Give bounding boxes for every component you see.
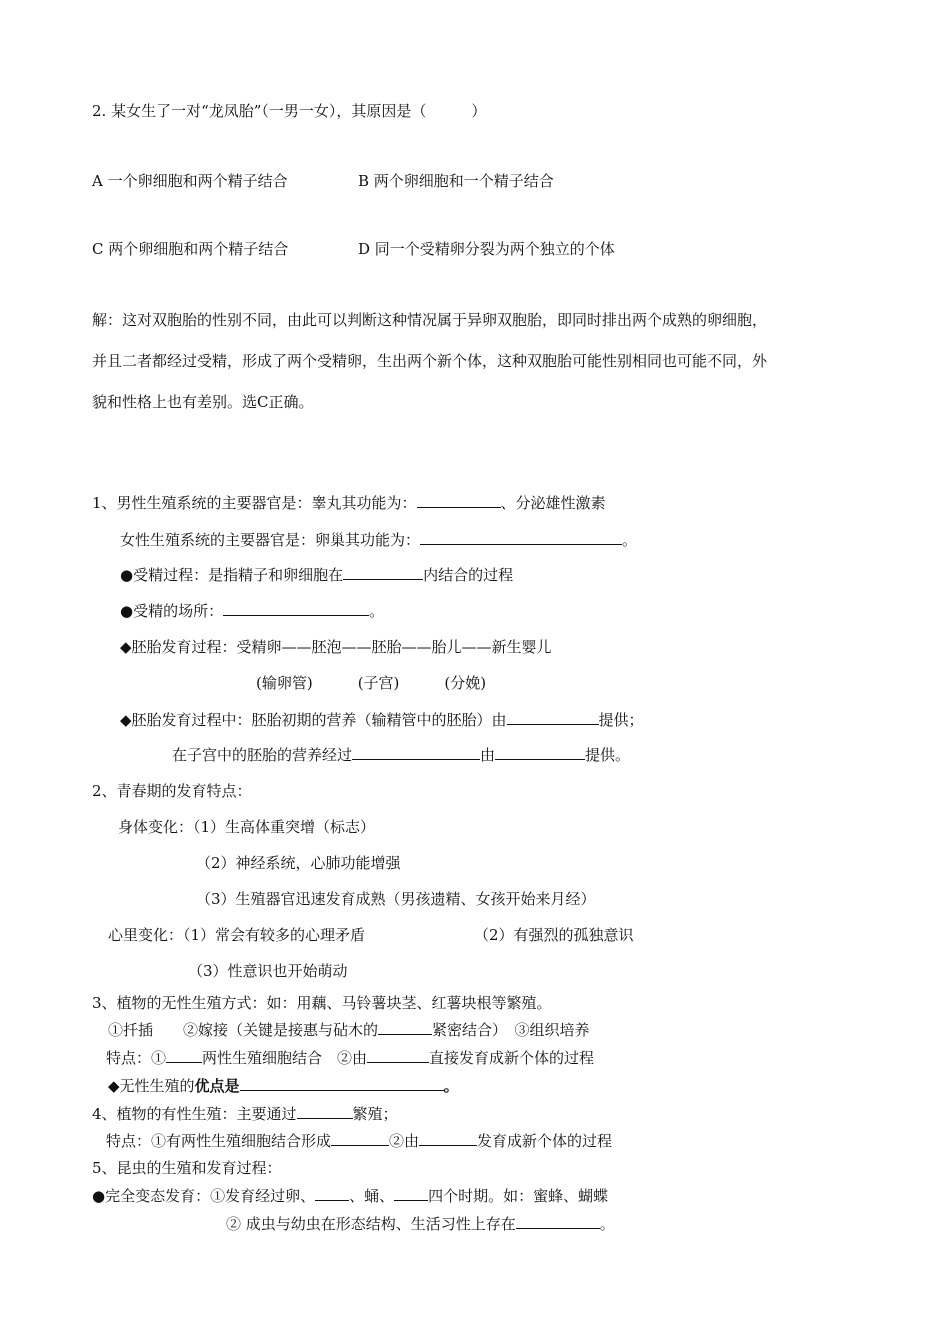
question-stem: 2. 某女生了一对“龙凤胎”（一男一女），其原因是（ ） — [92, 102, 487, 120]
notes-line-6: (输卵管) (子宫) (分娩) — [256, 674, 487, 692]
fill-blank[interactable] — [367, 1048, 429, 1063]
notes-line-21: 5、昆虫的生殖和发育过程： — [92, 1159, 282, 1177]
text: 女性生殖系统的主要器官是：卵巢其功能为： — [120, 531, 421, 549]
option-c: C 两个卵细胞和两个精子结合 — [92, 240, 289, 258]
fill-blank[interactable] — [507, 710, 599, 725]
notes-line-5: ◆胚胎发育过程：受精卵——胚泡——胚胎——胎儿——新生婴儿 — [120, 638, 552, 656]
notes-line-8 — [172, 745, 630, 765]
fill-blank[interactable] — [417, 493, 501, 508]
notes-line-12: （3）生殖器官迅速发育成熟（男孩遗精、女孩开始来月经） — [196, 890, 596, 908]
notes-line-23 — [226, 1214, 615, 1234]
fill-blank[interactable] — [223, 601, 369, 616]
text: 在子宫中的胚胎的营养经过 — [172, 746, 353, 764]
text: 特点：① — [106, 1049, 167, 1067]
notes-line-1 — [92, 493, 606, 513]
option-d: D 同一个受精卵分裂为两个独立的个体 — [358, 240, 615, 258]
text: 4、植物的有性生殖：主要通过 — [92, 1105, 297, 1123]
notes-line-16 — [108, 1020, 590, 1040]
text: 由 — [480, 746, 496, 764]
text: 内结合的过程 — [423, 566, 514, 584]
text: ② 成虫与幼虫在形态结构、生活习性上存在 — [226, 1215, 516, 1233]
advantage-label: 优点是 — [194, 1077, 240, 1095]
fill-blank[interactable] — [297, 1104, 353, 1119]
notes-line-18 — [108, 1076, 459, 1096]
text: 提供； — [598, 711, 644, 729]
text: 。 — [622, 531, 638, 549]
text: 。 — [369, 602, 385, 620]
text: ②由 — [389, 1132, 420, 1150]
fill-blank[interactable] — [394, 1186, 428, 1201]
notes-line-19 — [92, 1104, 398, 1124]
fill-blank[interactable] — [343, 565, 423, 580]
notes-line-20 — [106, 1131, 612, 1151]
notes-line-2 — [120, 530, 637, 550]
notes-line-10: 身体变化：（1）生高体重突增（标志） — [118, 818, 376, 836]
fill-blank[interactable] — [420, 530, 622, 545]
fill-blank[interactable] — [378, 1020, 432, 1035]
notes-line-15: 3、植物的无性生殖方式：如：用藕、马铃薯块茎、红薯块根等繁殖。 — [92, 994, 552, 1012]
text: 两性生殖细胞结合 ②由 — [202, 1049, 368, 1067]
notes-line-4 — [120, 601, 384, 621]
text: ◆胚胎发育过程中：胚胎初期的营养（输精管中的胚胎）由 — [120, 711, 507, 729]
answer-line-3: 貌和性格上也有差别。选C正确。 — [92, 393, 314, 411]
text: 。 — [599, 1215, 615, 1233]
notes-line-11: （2）神经系统，心肺功能增强 — [196, 854, 401, 872]
text: 提供。 — [585, 746, 631, 764]
notes-line-9: 2、青春期的发育特点： — [92, 782, 252, 800]
text: ①扦插 ②嫁接（关键是接惠与砧木的 — [108, 1021, 379, 1039]
notes-line-13a: 心里变化：（1）常会有较多的心理矛盾 — [108, 926, 366, 944]
text: ●受精过程：是指精子和卵细胞在 — [120, 566, 344, 584]
text: 发育成新个体的过程 — [477, 1132, 613, 1150]
option-b: B 两个卵细胞和一个精子结合 — [358, 172, 554, 190]
option-a: A 一个卵细胞和两个精子结合 — [92, 172, 288, 190]
text: 特点：①有两性生殖细胞结合形成 — [106, 1132, 332, 1150]
notes-line-14: （3）性意识也开始萌动 — [188, 962, 348, 980]
text: 四个时期。如：蜜蜂、蝴蝶 — [428, 1187, 609, 1205]
notes-line-13b: （2）有强烈的孤独意识 — [474, 926, 634, 944]
fill-blank[interactable] — [331, 1131, 389, 1146]
text: 繁殖； — [352, 1105, 398, 1123]
fill-blank[interactable] — [240, 1076, 444, 1091]
answer-line-2: 并且二者都经过受精，形成了两个受精卵，生出两个新个体，这种双胞胎可能性别相同也可能不同，外 — [92, 352, 768, 370]
fill-blank[interactable] — [516, 1214, 600, 1229]
text: ◆无性生殖的 — [108, 1077, 195, 1095]
notes-line-22 — [92, 1186, 608, 1206]
text: ●完全变态发育：①发育经过卵、 — [92, 1187, 316, 1205]
notes-line-7 — [120, 710, 644, 730]
fill-blank[interactable] — [352, 745, 480, 760]
text: 、蛹、 — [349, 1187, 395, 1205]
text: 直接发育成新个体的过程 — [429, 1049, 595, 1067]
notes-line-3 — [120, 565, 513, 585]
text: 、分泌雄性激素 — [500, 494, 606, 512]
answer-line-1: 解：这对双胞胎的性别不同，由此可以判断这种情况属于异卵双胞胎，即同时排出两个成熟的卵细胞， — [92, 311, 768, 329]
fill-blank[interactable] — [495, 745, 585, 760]
fill-blank[interactable] — [315, 1186, 349, 1201]
notes-line-17 — [106, 1048, 594, 1068]
text: 。 — [443, 1077, 459, 1095]
fill-blank[interactable] — [419, 1131, 477, 1146]
text: ●受精的场所： — [120, 602, 224, 620]
text: 1、男性生殖系统的主要器官是：睾丸其功能为： — [92, 494, 417, 512]
text: 紧密结合） ③组织培养 — [432, 1021, 590, 1039]
fill-blank[interactable] — [166, 1048, 202, 1063]
